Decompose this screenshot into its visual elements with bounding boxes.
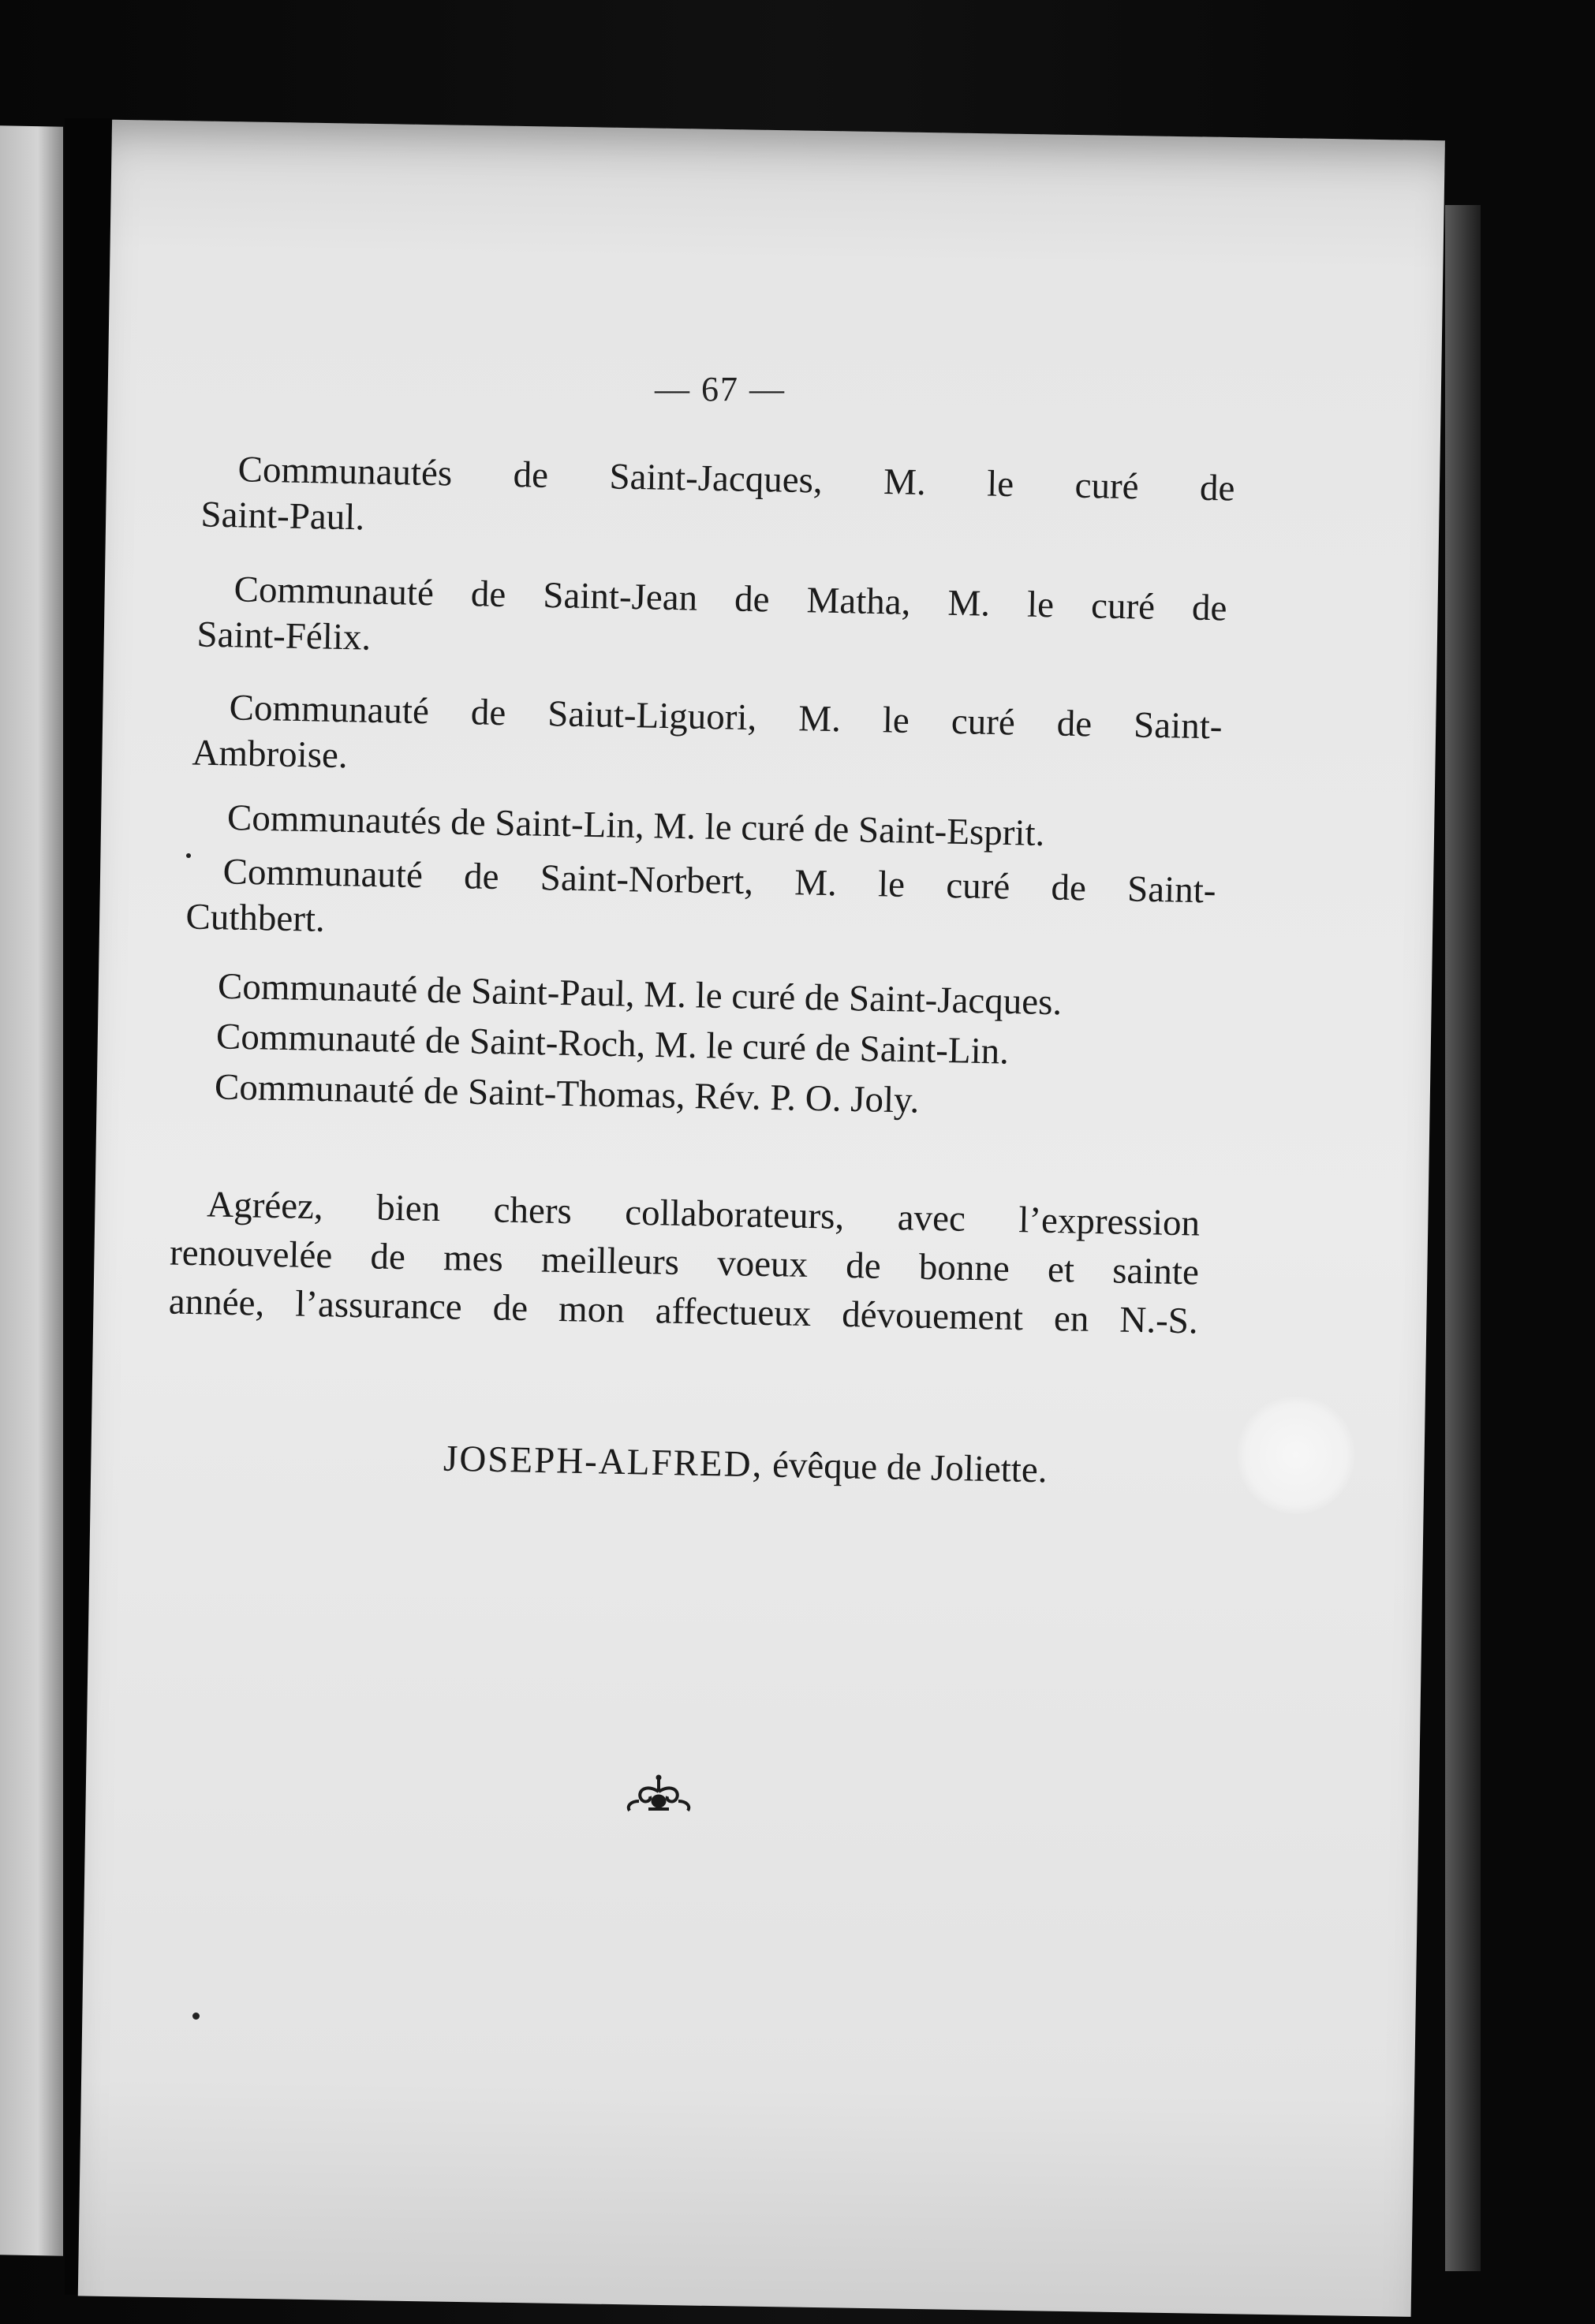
closing-line: année, l’assurance de mon affectueux dévouement en N.-S. xyxy=(168,1281,1199,1342)
signature-title: évêque de Joliette. xyxy=(771,1444,1048,1491)
right-dark-margin xyxy=(1481,0,1595,2324)
page-number: — 67 — xyxy=(655,370,786,408)
entry-line: Saint-Félix. xyxy=(196,614,372,658)
ink-speck xyxy=(192,2013,200,2020)
list-item: Communauté de Saint-Paul, M. le curé de Saint-Jacques. xyxy=(217,965,1063,1024)
paper-stain xyxy=(1237,1396,1355,1514)
signature-name: JOSEPH-ALFRED, xyxy=(443,1438,764,1486)
list-item: Communautés de Saint-Lin, M. le curé de Saint-Esprit. xyxy=(226,797,1045,854)
entry-line: Saint-Paul. xyxy=(200,494,365,539)
ink-speck xyxy=(186,853,191,858)
list-item: Communauté de Saint-Roch, M. le curé de Saint-Lin. xyxy=(215,1016,1010,1072)
closing-paragraph xyxy=(168,1179,1200,1345)
entry-line: Cuthbert. xyxy=(185,896,326,940)
fleuron-ornament-icon xyxy=(623,1774,694,1826)
entry-line: Communauté de Saint-Jean de Matha, M. le curé de xyxy=(233,569,1227,629)
entry-line: Ambroise. xyxy=(192,732,349,777)
list-item: Communauté de Saint-Thomas, Rév. P. O. Joly. xyxy=(214,1066,920,1121)
page-stack-edge xyxy=(1445,205,1481,2271)
closing-line: Agréez, bien chers collaborateurs, avec l’expression xyxy=(206,1184,1201,1244)
entry-line: Communauté de Saint-Norbert, M. le curé de Saint- xyxy=(222,851,1216,912)
closing-line: renouvelée de mes meilleurs voeux de bonne et sainte xyxy=(169,1232,1200,1293)
entry-line: Communauté de Saiut-Liguori, M. le curé de Saint- xyxy=(229,687,1223,748)
facing-page-edge xyxy=(0,125,63,2255)
entry-line: Communautés de Saint-Jacques, M. le curé de xyxy=(237,449,1235,509)
